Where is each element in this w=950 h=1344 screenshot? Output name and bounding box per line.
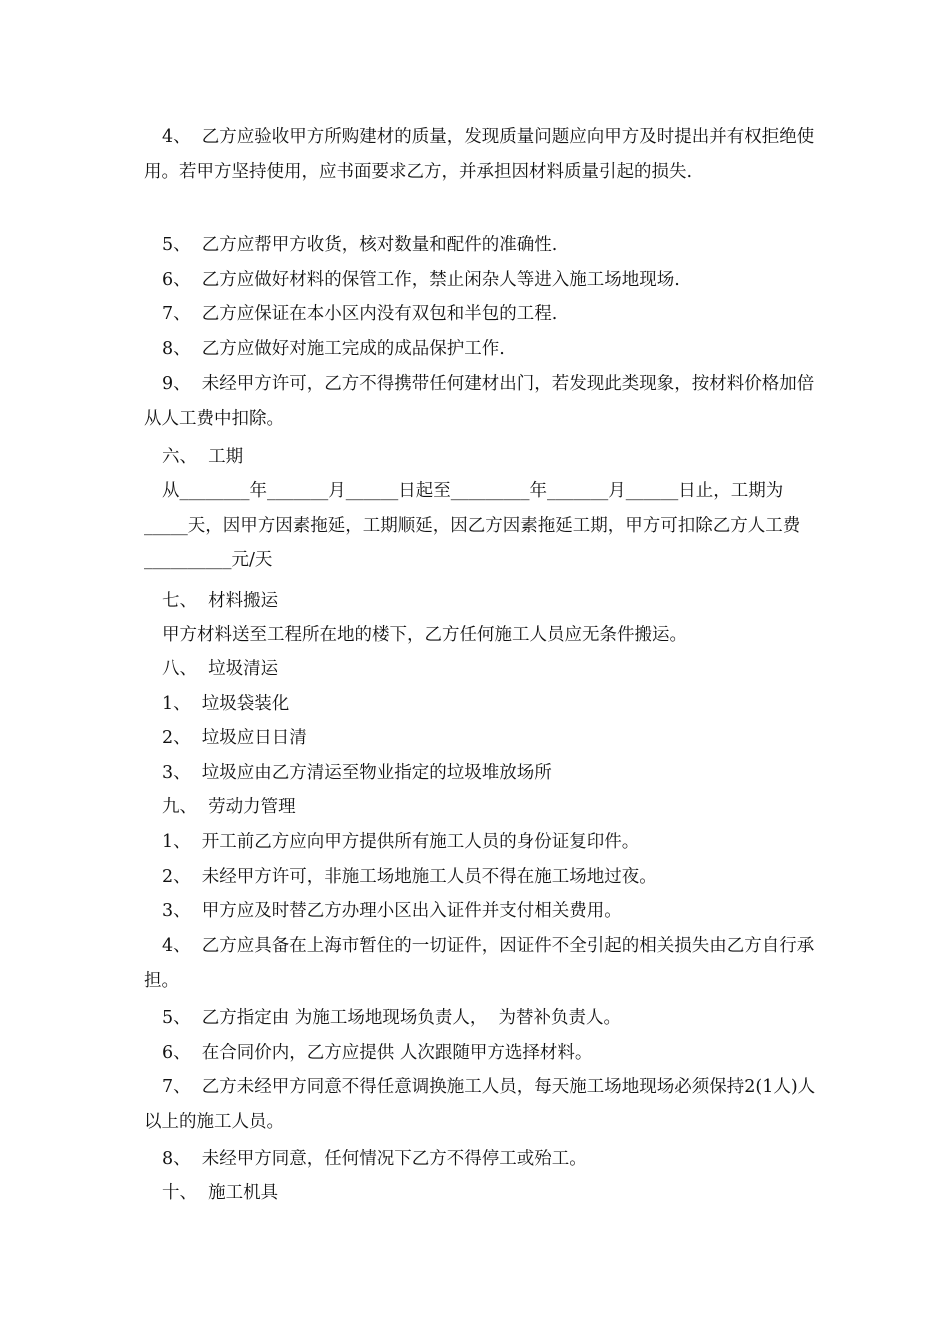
labor-item-3: 3、 甲方应及时替乙方办理小区出入证件并支付相关费用。 <box>162 901 622 921</box>
section-9-heading: 九、 劳动力管理 <box>162 797 296 817</box>
garbage-item-2: 2、 垃圾应日日清 <box>162 728 307 748</box>
labor-item-8: 8、 未经甲方同意，任何情况下乙方不得停工或殆工。 <box>162 1149 587 1169</box>
section-10-heading: 十、 施工机具 <box>162 1183 279 1203</box>
garbage-item-1: 1、 垃圾袋装化 <box>162 694 290 714</box>
section-8-heading: 八、 垃圾清运 <box>162 659 279 679</box>
labor-item-6: 6、 在合同价内，乙方应提供 人次跟随甲方选择材料。 <box>162 1043 593 1063</box>
clause-5-receive-goods: 5、 乙方应帮甲方收货，核对数量和配件的准确性. <box>162 235 558 255</box>
clause-8-finished-protection: 8、 乙方应做好对施工完成的成品保护工作. <box>162 339 505 359</box>
clause-4-material-quality: 4、 乙方应验收甲方所购建材的质量，发现质量问题应向甲方及时提出并有权拒绝使用。若甲方坚持使用，应书面要求乙方，并承担因材料质量引起的损失. <box>144 127 815 182</box>
labor-item-7: 7、 乙方未经甲方同意不得任意调换施工人员，每天施工场地现场必须保持2(1人)人以上的施工人员。 <box>144 1077 816 1132</box>
labor-item-5: 5、 乙方指定由 为施工场地现场负责人， 为替补负责人。 <box>162 1008 621 1028</box>
clause-9-no-material-removal: 9、 未经甲方许可，乙方不得携带任何建材出门，若发现此类现象，按材料价格加倍从人工费中扣除。 <box>144 374 815 429</box>
section-7-heading: 七、 材料搬运 <box>162 591 279 611</box>
labor-item-4: 4、 乙方应具备在上海市暂住的一切证件，因证件不全引起的相关损失由乙方自行承担。 <box>144 936 815 991</box>
labor-item-2: 2、 未经甲方许可，非施工场地施工人员不得在施工场地过夜。 <box>162 867 657 887</box>
clause-6-material-storage: 6、 乙方应做好材料的保管工作，禁止闲杂人等进入施工场地现场. <box>162 270 680 290</box>
garbage-item-3: 3、 垃圾应由乙方清运至物业指定的垃圾堆放场所 <box>162 763 552 783</box>
labor-item-1: 1、 开工前乙方应向甲方提供所有施工人员的身份证复印件。 <box>162 832 640 852</box>
material-transport-text: 甲方材料送至工程所在地的楼下，乙方任何施工人员应无条件搬运。 <box>162 625 687 645</box>
construction-period-text: 从________年_______月______日起至_________年_______月______日止，工期为_____天，因甲方因素拖延，工期顺延，因乙方因素拖延工期，甲方可扣除乙方人工费__________元/天 <box>144 481 801 571</box>
clause-7-no-subcontract: 7、 乙方应保证在本小区内没有双包和半包的工程. <box>162 304 558 324</box>
section-6-heading: 六、 工期 <box>162 447 244 467</box>
